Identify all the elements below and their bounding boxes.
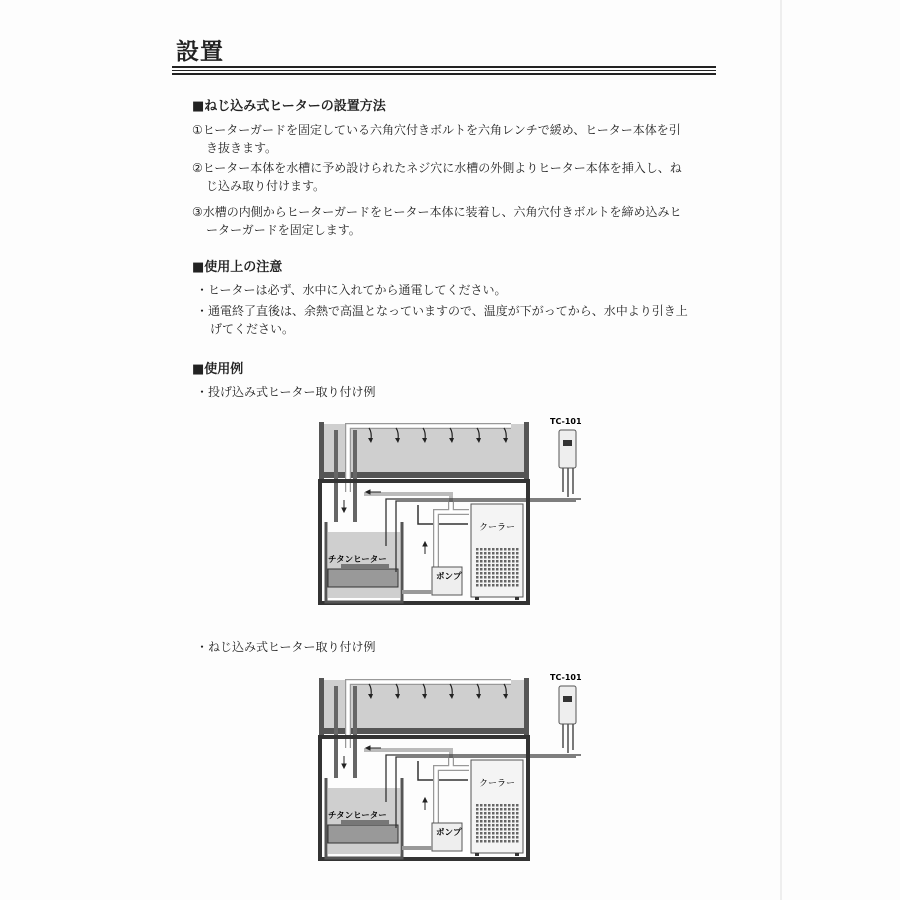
cooler-vent — [516, 840, 519, 843]
cooler-vent — [484, 552, 487, 555]
cooler-vent — [508, 576, 511, 579]
title-rule-top — [172, 66, 716, 68]
cooler-vent — [492, 828, 495, 831]
tank-left-wall — [319, 422, 324, 480]
cooler-vent — [480, 556, 483, 559]
cooler-vent — [488, 560, 491, 563]
cooler-vent — [480, 816, 483, 819]
cooler-vent — [500, 812, 503, 815]
cooler-vent — [496, 812, 499, 815]
cooler-vent — [476, 836, 479, 839]
cooler-foot — [475, 853, 479, 856]
cooler-vent — [492, 552, 495, 555]
cooler-vent — [480, 840, 483, 843]
cooler-vent — [496, 828, 499, 831]
cooler-vent — [508, 816, 511, 819]
overflow-pipe-left — [334, 686, 338, 778]
cooler-vent — [480, 576, 483, 579]
overflow-pipe-left — [334, 430, 338, 522]
cooler-vent — [488, 552, 491, 555]
cooler-vent — [480, 552, 483, 555]
cooler-vent — [508, 828, 511, 831]
cooler-vent — [504, 552, 507, 555]
cooler-vent — [476, 552, 479, 555]
cooler-vent — [500, 584, 503, 587]
tank-left-wall — [319, 678, 324, 736]
cooler-vent — [500, 828, 503, 831]
overflow-pipe-right — [353, 686, 357, 778]
cooler-vent — [496, 584, 499, 587]
controller-label: TC-101 — [550, 417, 582, 426]
section-heading-install: ■ねじ込み式ヒーターの設置方法 — [192, 99, 386, 114]
title-rule-bottom — [172, 73, 716, 75]
cooler-vent — [476, 824, 479, 827]
cooler-vent — [476, 576, 479, 579]
cooler-vent — [504, 548, 507, 551]
cooler-vent — [508, 548, 511, 551]
cooler-vent — [504, 832, 507, 835]
cooler-vent — [488, 564, 491, 567]
cooler-vent — [484, 836, 487, 839]
filter-media — [328, 825, 398, 843]
cooler-vent — [508, 552, 511, 555]
cooler-vent — [480, 812, 483, 815]
cooler-vent — [508, 820, 511, 823]
cooler-vent — [476, 820, 479, 823]
cooler-vent — [496, 552, 499, 555]
cooler-vent — [496, 824, 499, 827]
cooler-vent — [496, 832, 499, 835]
cooler-vent — [492, 564, 495, 567]
cooler-vent — [504, 824, 507, 827]
cooler-vent — [512, 820, 515, 823]
cooler-vent — [516, 820, 519, 823]
cooler-vent — [496, 560, 499, 563]
cooler-vent — [508, 560, 511, 563]
controller-tc101 — [559, 686, 576, 724]
cooler-vent — [516, 576, 519, 579]
cooler-vent — [516, 824, 519, 827]
cooler-vent — [480, 820, 483, 823]
cooler-vent — [496, 580, 499, 583]
overflow-pipe-right — [353, 430, 357, 522]
cooler-vent — [484, 824, 487, 827]
cooler-vent — [484, 560, 487, 563]
tank-right-wall — [524, 678, 529, 736]
cooler-vent — [480, 828, 483, 831]
pump-label: ポンプ — [436, 572, 462, 582]
filter-media — [328, 569, 398, 587]
cooler-vent — [500, 548, 503, 551]
cooler-vent — [484, 816, 487, 819]
cooler-vent — [484, 840, 487, 843]
cooler-vent — [484, 832, 487, 835]
cooler-vent — [508, 568, 511, 571]
cooler-vent — [476, 556, 479, 559]
cooler-vent — [484, 568, 487, 571]
cooler-vent — [508, 836, 511, 839]
cooler-vent — [480, 564, 483, 567]
cooler-vent — [512, 824, 515, 827]
cooler-vent — [516, 564, 519, 567]
cooler-vent — [512, 576, 515, 579]
cooler-vent — [488, 808, 491, 811]
cooler-vent — [492, 556, 495, 559]
cooler-vent — [476, 548, 479, 551]
cooler-vent — [500, 820, 503, 823]
cooler-foot — [515, 853, 519, 856]
flow-arrow-down — [342, 500, 346, 512]
cooler-vent — [476, 828, 479, 831]
cooler-vent — [516, 560, 519, 563]
cooler-vent — [476, 560, 479, 563]
cooler-vent — [492, 584, 495, 587]
cooler-vent — [504, 564, 507, 567]
cooler-vent — [516, 828, 519, 831]
example-caption-1: ・投げ込み式ヒーター取り付け例 — [196, 385, 376, 399]
cooler-vent — [484, 808, 487, 811]
cooler-vent — [476, 812, 479, 815]
cooler-vent — [488, 548, 491, 551]
cooler-vent — [512, 812, 515, 815]
cooler-vent — [492, 572, 495, 575]
section-heading-caution: ■使用上の注意 — [192, 260, 283, 275]
cooler-vent — [516, 808, 519, 811]
cooler-vent — [504, 560, 507, 563]
cooler-vent — [500, 576, 503, 579]
cooler-vent — [488, 568, 491, 571]
cooler-vent — [504, 556, 507, 559]
cooler-label: クーラー — [479, 779, 516, 789]
cooler-vent — [500, 552, 503, 555]
cooler-vent — [512, 572, 515, 575]
cooler-vent — [476, 584, 479, 587]
cooler-vent — [512, 584, 515, 587]
cooler-foot — [515, 597, 519, 600]
cooler-vent — [480, 804, 483, 807]
cooler-vent — [488, 556, 491, 559]
cooler-vent — [492, 840, 495, 843]
controller-display — [563, 440, 572, 446]
cooler-vent — [508, 556, 511, 559]
cooler-vent — [508, 832, 511, 835]
cooler-vent — [488, 572, 491, 575]
cooler-vent — [512, 556, 515, 559]
cooler-vent — [500, 564, 503, 567]
cooler-vent — [496, 816, 499, 819]
cooler-vent — [484, 812, 487, 815]
cooler-vent — [488, 836, 491, 839]
cooler-vent — [492, 812, 495, 815]
cooler-vent — [508, 572, 511, 575]
cooler-vent — [496, 572, 499, 575]
cooler-vent — [476, 572, 479, 575]
cooler-vent — [500, 840, 503, 843]
cooler-vent — [480, 560, 483, 563]
cooler-vent — [504, 828, 507, 831]
cooler-vent — [516, 836, 519, 839]
cooler-vent — [504, 804, 507, 807]
cooler-vent — [476, 816, 479, 819]
cooler-vent — [512, 560, 515, 563]
cooler-vent — [512, 840, 515, 843]
cooler-vent — [488, 824, 491, 827]
cooler-vent — [476, 580, 479, 583]
diagram-screw-in-heater — [306, 668, 582, 864]
example-caption-2: ・ねじ込み式ヒーター取り付け例 — [196, 640, 376, 654]
cooler-vent — [476, 564, 479, 567]
cooler-vent — [512, 564, 515, 567]
cooler-vent — [508, 580, 511, 583]
cooler-vent — [492, 832, 495, 835]
cooler-vent — [508, 812, 511, 815]
cooler-foot — [475, 597, 479, 600]
cooler-vent — [496, 804, 499, 807]
cooler-vent — [492, 820, 495, 823]
cooler-vent — [516, 584, 519, 587]
cooler-vent — [512, 552, 515, 555]
cooler-vent — [492, 836, 495, 839]
cooler-vent — [484, 564, 487, 567]
controller-cables — [563, 467, 573, 497]
cooler-vent — [488, 820, 491, 823]
cooler-vent — [488, 812, 491, 815]
step-3: ③水槽の内側からヒーターガードをヒーター本体に装着し、六角穴付きボルトを締め込みヒ ーターガードを固定します。 — [192, 205, 682, 237]
cooler-vent — [504, 576, 507, 579]
heater-label: チタンヒーター — [328, 811, 387, 821]
cooler-vent — [480, 568, 483, 571]
cooler-vent — [512, 808, 515, 811]
cooler-vent — [500, 808, 503, 811]
cooler-vent — [504, 584, 507, 587]
cooler-vent — [496, 840, 499, 843]
title-rule-mid — [172, 70, 716, 71]
cooler-vent — [504, 808, 507, 811]
cooler-vent — [500, 824, 503, 827]
cooler-vent — [500, 804, 503, 807]
cooler-vent — [516, 580, 519, 583]
step-1: ①ヒーターガードを固定している六角穴付きボルトを六角レンチで緩め、ヒーター本体を引 き抜きます。 — [192, 123, 681, 155]
cooler-vent — [488, 576, 491, 579]
cooler-vent — [516, 804, 519, 807]
cooler-label: クーラー — [479, 523, 516, 533]
cooler-vent — [480, 832, 483, 835]
cooler-vent — [500, 836, 503, 839]
cooler-vent — [488, 840, 491, 843]
cooler-vent — [480, 808, 483, 811]
cooler-vent — [516, 572, 519, 575]
cooler-vent — [480, 836, 483, 839]
cooler-vent — [484, 576, 487, 579]
cooler-vent — [488, 580, 491, 583]
cooler-vent — [488, 832, 491, 835]
controller-display — [563, 696, 572, 702]
cooler-vent — [480, 580, 483, 583]
cooler-vent — [516, 552, 519, 555]
cooler-vent — [492, 560, 495, 563]
cooler-vent — [496, 808, 499, 811]
cooler-vent — [492, 576, 495, 579]
cooler-vent — [476, 568, 479, 571]
cooler-vent — [496, 820, 499, 823]
cooler-vent — [504, 812, 507, 815]
diagram-drop-in-heater — [306, 412, 582, 608]
cooler-vent — [500, 568, 503, 571]
cooler-vent — [492, 568, 495, 571]
cooler-vent — [476, 808, 479, 811]
cooler-vent — [500, 832, 503, 835]
cooler-vent — [504, 836, 507, 839]
cooler-vent — [516, 548, 519, 551]
cooler-vent — [512, 828, 515, 831]
cooler-vent — [484, 556, 487, 559]
cooler-vent — [492, 804, 495, 807]
cooler-vent — [512, 816, 515, 819]
cooler-vent — [496, 564, 499, 567]
cooler-vent — [496, 548, 499, 551]
pump-label: ポンプ — [436, 828, 462, 838]
cooler-vent — [516, 832, 519, 835]
tank-right-wall — [524, 422, 529, 480]
heater-label: チタンヒーター — [328, 555, 387, 565]
cooler-vent — [508, 824, 511, 827]
cooler-vent — [500, 816, 503, 819]
caution-2: ・通電終了直後は、余熱で高温となっていますので、温度が下がってから、水中より引き上 げてください。 — [196, 304, 688, 336]
caution-1: ・ヒーターは必ず、水中に入れてから通電してください。 — [196, 283, 507, 297]
cooler-vent — [476, 832, 479, 835]
cooler-vent — [512, 832, 515, 835]
step-2: ②ヒーター本体を水槽に予め設けられたネジ穴に水槽の外側よりヒーター本体を挿入し、ね じ込み取り付けます。 — [192, 161, 682, 193]
cooler-vent — [476, 804, 479, 807]
cooler-vent — [504, 840, 507, 843]
cooler-vent — [512, 580, 515, 583]
cooler-vent — [508, 840, 511, 843]
cooler-vent — [516, 556, 519, 559]
cooler-vent — [500, 556, 503, 559]
cooler-vent — [496, 556, 499, 559]
cooler-vent — [508, 584, 511, 587]
cooler-vent — [492, 808, 495, 811]
cooler-vent — [508, 804, 511, 807]
cooler-vent — [488, 816, 491, 819]
cooler-vent — [484, 584, 487, 587]
cooler-vent — [504, 580, 507, 583]
cooler-vent — [512, 836, 515, 839]
cooler-vent — [496, 576, 499, 579]
page-title: 設置 — [176, 39, 224, 65]
cooler-vent — [504, 568, 507, 571]
cooler-vent — [500, 580, 503, 583]
cooler-vent — [516, 568, 519, 571]
cooler-vent — [480, 572, 483, 575]
cooler-vent — [480, 584, 483, 587]
cooler-vent — [496, 836, 499, 839]
controller-label: TC-101 — [550, 673, 582, 682]
cooler-vent — [516, 816, 519, 819]
cooler-vent — [480, 824, 483, 827]
cooler-vent — [492, 816, 495, 819]
cooler-vent — [500, 572, 503, 575]
cooler-vent — [504, 572, 507, 575]
section-heading-examples: ■使用例 — [192, 362, 244, 377]
cooler-vent — [488, 584, 491, 587]
controller-tc101 — [559, 430, 576, 468]
flow-arrow-up — [423, 542, 427, 554]
flow-arrow-up — [423, 798, 427, 810]
cooler-vent — [484, 828, 487, 831]
controller-cables — [563, 723, 573, 753]
cooler-vent — [484, 580, 487, 583]
cooler-vent — [488, 828, 491, 831]
cooler-vent — [500, 560, 503, 563]
scan-edge — [780, 0, 782, 900]
cooler-vent — [516, 812, 519, 815]
cooler-vent — [484, 572, 487, 575]
cooler-vent — [484, 804, 487, 807]
cooler-vent — [476, 840, 479, 843]
cooler-vent — [504, 820, 507, 823]
cooler-vent — [484, 820, 487, 823]
cooler-vent — [492, 580, 495, 583]
cooler-vent — [508, 564, 511, 567]
cooler-vent — [480, 548, 483, 551]
cooler-vent — [488, 804, 491, 807]
flow-arrow-down — [342, 756, 346, 768]
cooler-vent — [512, 804, 515, 807]
cooler-vent — [512, 568, 515, 571]
cooler-vent — [492, 824, 495, 827]
cooler-vent — [484, 548, 487, 551]
cooler-vent — [512, 548, 515, 551]
cooler-vent — [496, 568, 499, 571]
cooler-vent — [508, 808, 511, 811]
cooler-vent — [492, 548, 495, 551]
cooler-vent — [504, 816, 507, 819]
